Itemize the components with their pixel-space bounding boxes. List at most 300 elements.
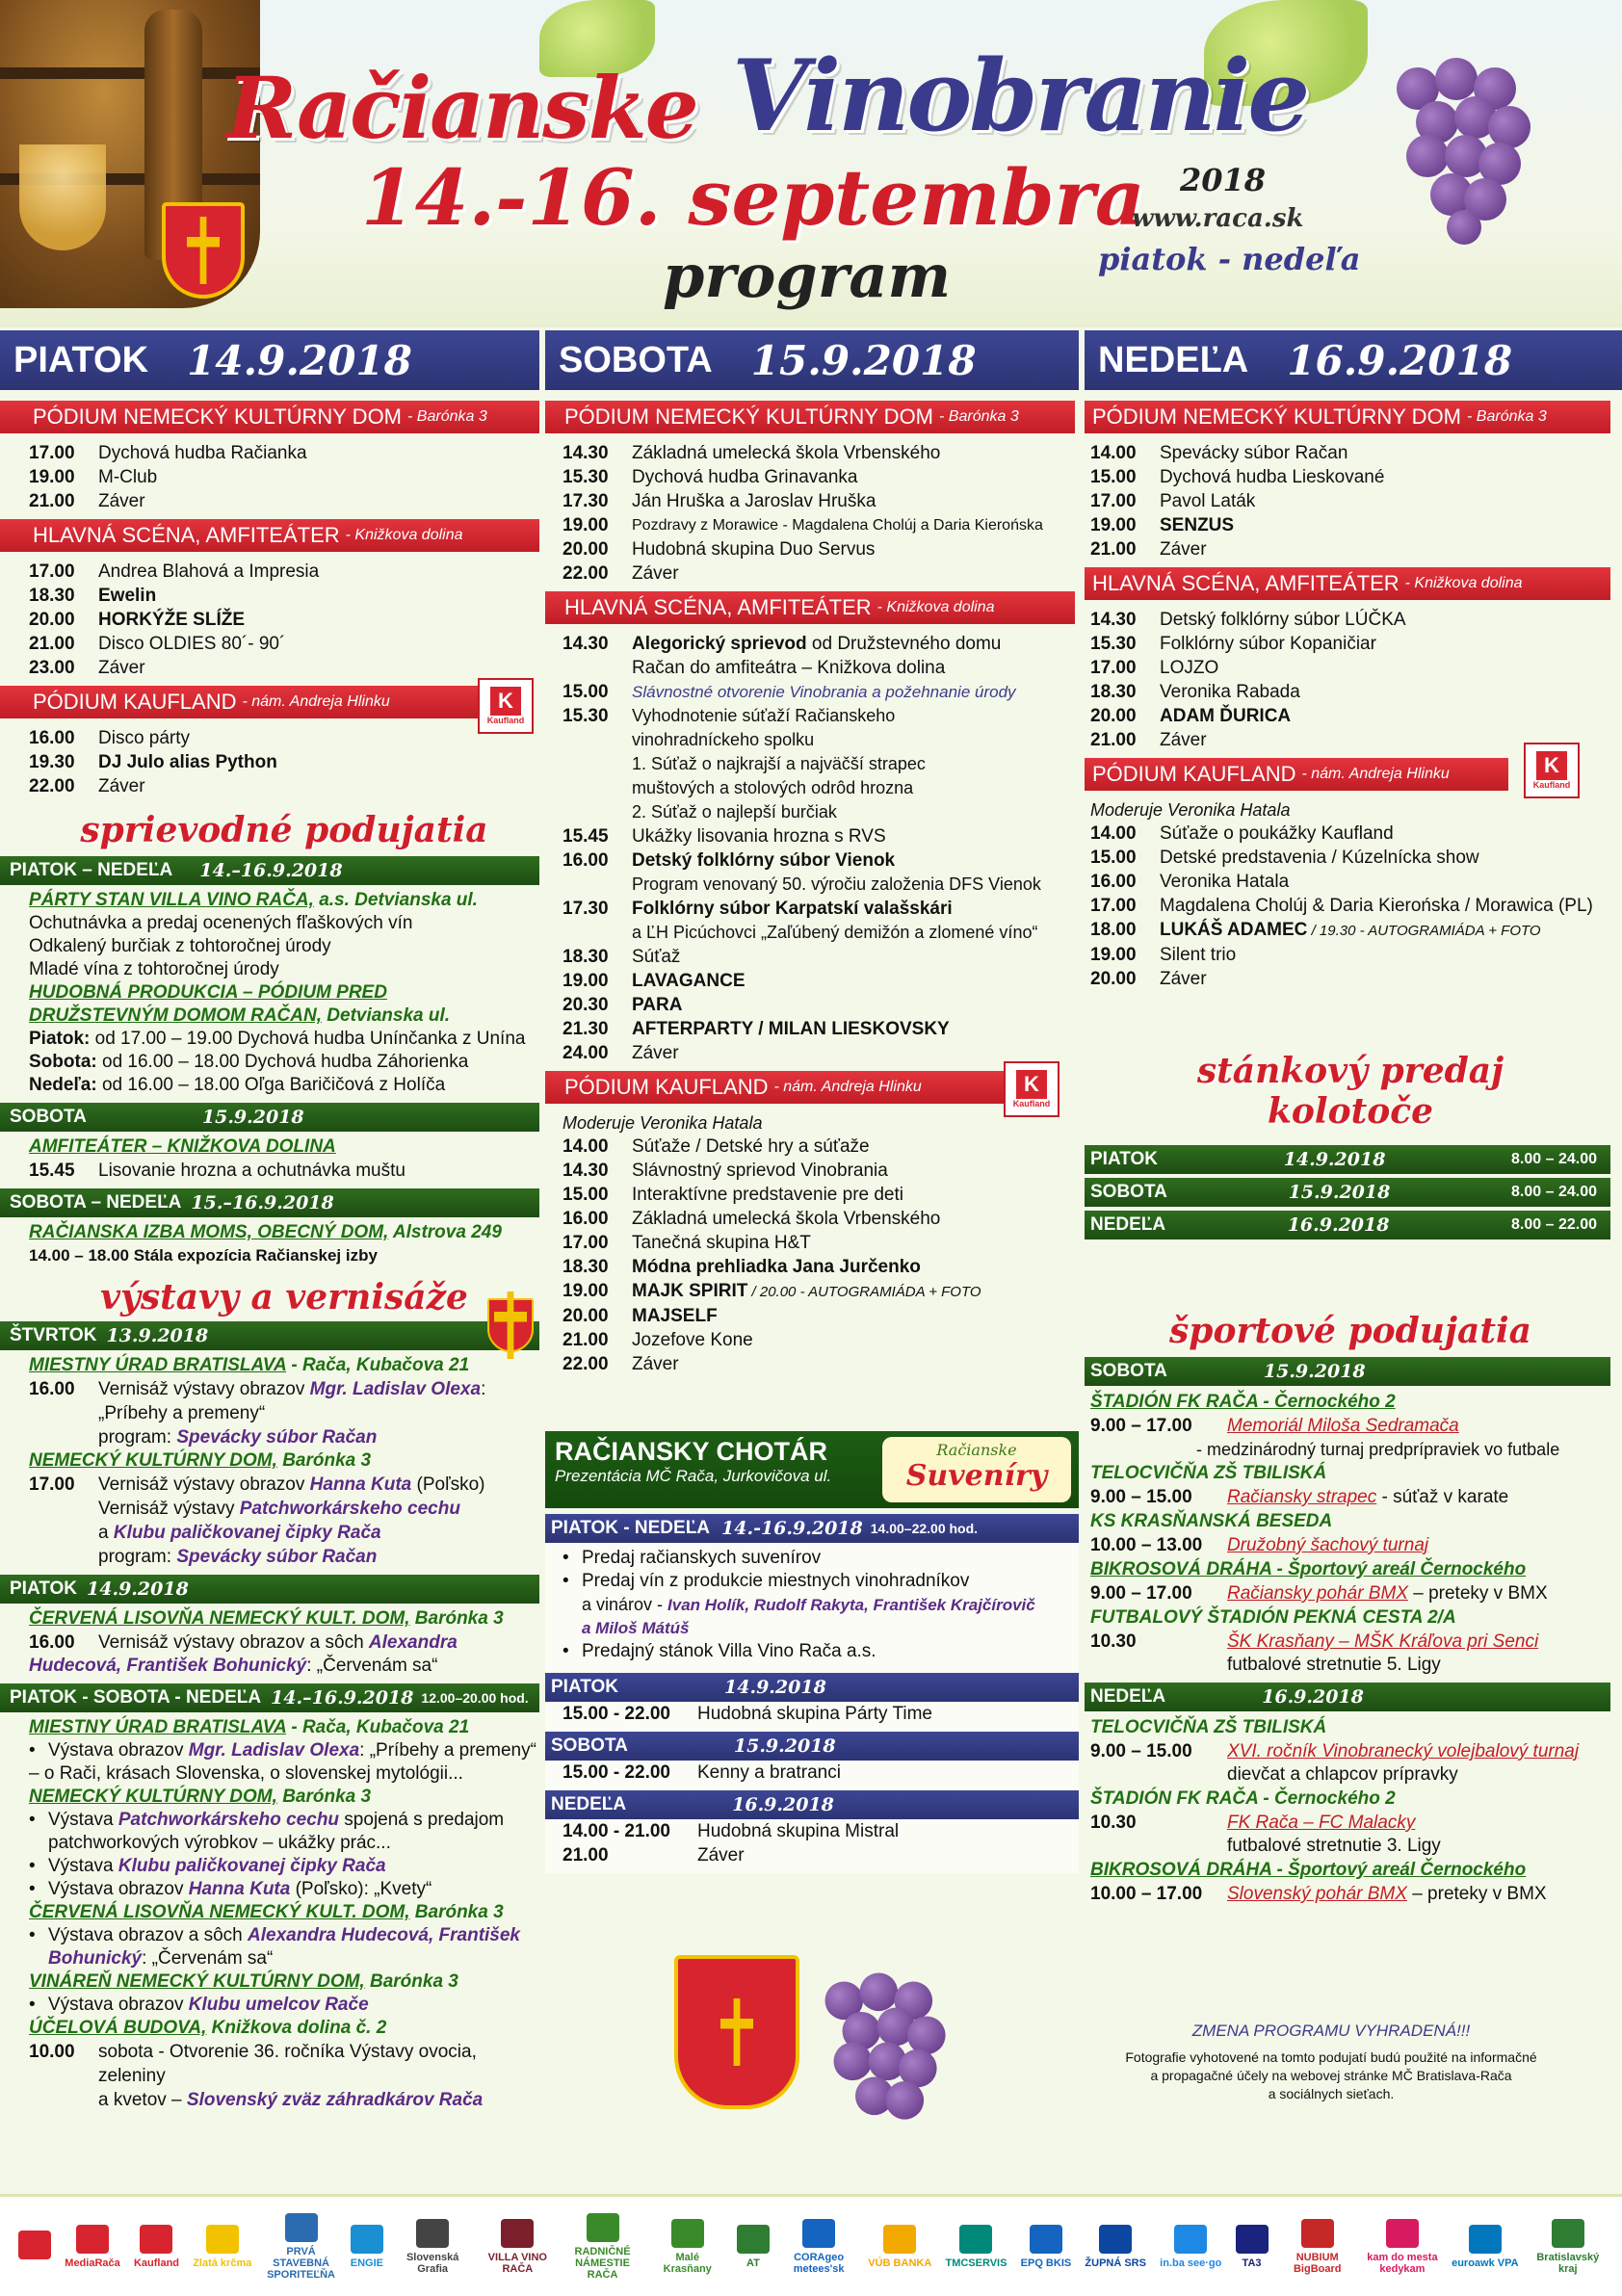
row-text: Veronika Hatala [1160,872,1290,892]
row-text: AFTERPARTY / MILAN LIESKOVSKY [632,1019,950,1039]
schedule-row [562,969,1075,993]
row-time: 17.00 [1090,896,1137,916]
prva-stavebna-icon [285,2213,318,2242]
row-text: program: [98,1547,177,1567]
bar-date: 13.9.2018 [106,1325,209,1346]
row-text: Vernisáž výstavy obrazov [98,1379,310,1399]
line-text: od 17.00 – 19.00 Dychová hudba Unínčanka z Unína [90,1029,526,1049]
line-text: od 16.00 – 18.00 Dychová hudba Záhorienka [96,1052,469,1072]
row-time: 22.00 [29,776,75,796]
row-time: 21.00 [29,634,75,654]
schedule-row [29,465,539,489]
kaufland-name: Kaufland [486,716,525,725]
photo-note [1090,2048,1572,2103]
row-text: Záver [697,1845,745,1866]
section-subtitle: - Knižkova dolina [1404,575,1523,591]
row-text: – preteky v BMX [1406,1884,1547,1904]
schedule-row [545,1761,1079,1785]
row-text: Dychová hudba Račianka [98,443,307,463]
row-text: : „Príbehy a premeny“ [359,1740,536,1761]
radnicne-namestie-icon [587,2213,619,2242]
stankovy-row [1085,1178,1610,1207]
schedule-list [29,441,539,513]
venue-link[interactable]: MIESTNY ÚRAD BRATISLAVA [29,1355,287,1375]
row-text: Detské predstavenia / Kúzelnícka show [1160,848,1479,868]
grape-mascot-icon [817,1956,947,2138]
bar-day: NEDEĽA [1090,1686,1166,1707]
schedule-list [562,1135,1075,1279]
row-text: Vyhodnotenie súťaží Račianskeho [632,706,896,725]
row-time: 24.00 [562,1043,609,1063]
venue-link[interactable]: BIKROSOVÁ DRÁHA - Športový areál Černockého [1090,1559,1527,1579]
row-text: 2. Súťaž o najlepší burčiak [632,802,837,822]
artist-name: Mgr. Ladislav Olexa [309,1379,482,1399]
row-text: Pozdravy z Morawice - Magdalena Cholúj a Daria Kierońska [632,517,1043,534]
venue-address: Barónka 3 [276,1787,372,1807]
grape-mascot-icon [1387,39,1531,241]
row-text: Hudobná skupina Párty Time [697,1704,932,1724]
row-text: Výstava obrazov a sôch [48,1925,248,1945]
artist-name: Klubu umelcov Rače [188,1995,369,2015]
section-header-kaufland [545,1071,1027,1104]
venue-link[interactable]: ÚČELOVÁ BUDOVA, [29,2018,207,2038]
schedule-row [1090,656,1610,680]
schedule-row [1090,846,1610,870]
row-time: 17.00 [29,561,75,582]
logo-label: TMCSERVIS [945,2257,1007,2269]
nubium-logo [1282,2219,1353,2275]
venue-link[interactable]: ČERVENÁ LISOVŇA NEMECKÝ KULT. DOM, [29,1608,410,1629]
row-time: 23.00 [29,658,75,678]
artist-name: Klubu paličkovanej čipky Rača [113,1523,381,1543]
row-text: Račan do amfiteátra – Knižkova dolina [632,658,946,678]
section-header-hlavna [1085,567,1610,600]
schedule-row [562,1041,1075,1065]
schedule-list [562,441,1075,586]
row-time: 14.30 [562,1161,609,1181]
venue-heading: TELOCVIČŇA ZŠ TBILISKÁ [1090,1463,1327,1483]
bar-extra: 14.00–22.00 hod. [870,1521,979,1536]
vystavy-title: výstavy a vernisáže [100,1277,468,1318]
event-name: Družobný šachový turnaj [1227,1535,1429,1555]
ta3-icon [1236,2225,1269,2254]
row-text: Záver [98,491,145,511]
section-subtitle: - Barónka 3 [407,408,487,425]
row-text: Záver [1160,730,1207,750]
row-time: 21.00 [29,491,75,511]
row-text: Mladé vína z tohtoročnej úrody [29,959,279,979]
schedule-row [562,513,1075,537]
bar-day: NEDEĽA [551,1794,627,1814]
row-text: muštových a stolových odrôd hrozna [632,778,914,797]
saturday-column [562,395,1075,1376]
row-text: Hudobná skupina Mistral [697,1821,900,1841]
row-text: Jozefove Kone [632,1330,753,1350]
row-text: LOJZO [1160,658,1219,678]
stankovy-title-line: kolotoče [1267,1091,1434,1132]
row-text: SENZUS [1160,515,1235,535]
row-text: od Družstevného domu [806,634,1002,654]
bar-day: PIATOK - NEDEĽA [551,1518,711,1538]
wine-glass-image [19,144,106,250]
column-header-friday [0,330,539,390]
column-date: 15.9.2018 [750,336,977,384]
section-title: PÓDIUM NEMECKÝ KULTÚRNY DOM [33,404,403,429]
section-subtitle: - nám. Andreja Hlinku [1301,766,1450,782]
bar-day: SOBOTA – NEDEĽA [10,1192,182,1213]
section-subtitle: - Barónka 3 [939,408,1019,425]
row-time: 21.00 [1090,539,1137,560]
title-year: 2018 [1180,162,1267,198]
venue-address: Barónka 3 [276,1450,372,1471]
bar-date: 15.9.2018 [1263,1361,1366,1382]
title-dates: 14.-16. septembra [361,152,1145,243]
row-text: LAVAGANCE [632,971,746,991]
row-time: 18.00 [1090,920,1137,940]
suveniry-logo-top: Račianske [936,1441,1017,1459]
artist-name: Slovenský zväz záhradkárov Rača [186,2090,484,2110]
row-text: ADAM ĎURICA [1160,706,1292,726]
row-text: Výstava [48,1810,118,1830]
schedule-row [29,584,539,608]
row-time: 9.00 – 15.00 [1090,1741,1192,1761]
photo-note-line: Fotografie vyhotovené na tomto podujatí budú použité na informačné [1125,2049,1537,2065]
row-text: Silent trio [1160,945,1237,965]
kaufland-mark: K [1016,1070,1047,1099]
row-time: 20.00 [29,610,75,630]
bar-day: NEDEĽA [1090,1214,1166,1235]
schedule-row [562,1017,1075,1041]
male-krasnany-icon [671,2219,704,2248]
line-day: Nedeľa: [29,1075,97,1095]
row-text: Predajný stánok Villa Vino Rača a.s. [582,1641,876,1661]
schedule-row [1090,870,1610,894]
moderator-text: Moderuje Veronika Hatala [562,1113,763,1133]
venue-link[interactable]: VINÁREŇ NEMECKÝ KULTÚRNY DOM, [29,1971,365,1992]
moderator-text: Moderuje Veronika Hatala [1090,800,1291,820]
venue-address: Alstrova 249 [388,1222,502,1242]
row-text: DJ Julo alias Python [98,752,277,772]
schedule-row [1090,967,1610,991]
schedule-row [29,489,539,513]
row-time: 15.45 [562,826,609,847]
raca-crest-icon [162,202,245,299]
schedule-row [562,1135,1075,1159]
raca-crest-icon [674,1955,799,2109]
venue-address: Barónka 3 [409,1902,504,1922]
venue-link[interactable]: ČERVENÁ LISOVŇA NEMECKÝ KULT. DOM, [29,1902,410,1922]
row-time: 15.00 [562,1185,609,1205]
artist-name: Hudecová, František Bohunický [29,1656,307,1676]
row-text: Andrea Blahová a Impresia [98,561,320,582]
bar-day: SOBOTA [1090,1182,1167,1202]
schedule-row [562,1279,1075,1304]
row-time: 14.30 [562,443,609,463]
row-text: Lisovanie hrozna a ochutnávka muštu [98,1161,406,1181]
row-time: 19.00 [562,971,609,991]
row-text: Program venovaný 50. výročiu založenia DFS Vienok [632,874,1041,894]
bratislavsky-kraj-icon [1552,2219,1584,2248]
schedule-list [1090,943,1610,991]
venue-link[interactable]: ŠTADIÓN FK RAČA - Černockého 2 [1090,1392,1396,1412]
row-time: 18.30 [562,1257,609,1277]
venue-link[interactable]: MIESTNY ÚRAD BRATISLAVA [29,1717,287,1737]
row-text: : [481,1379,486,1399]
row-time: 17.00 [1090,491,1137,511]
row-text: - medzinárodný turnaj predprípraviek vo futbale [1196,1440,1560,1459]
section-subtitle: - Knižkova dolina [876,599,995,615]
column-day: SOBOTA [559,339,713,380]
column-date: 16.9.2018 [1287,336,1513,384]
venue-link[interactable]: BIKROSOVÁ DRÁHA - Športový areál Černockého [1090,1860,1527,1880]
winemaker-names: a Miloš Mátúš [582,1619,690,1637]
row-text: vinohradníckeho spolku [632,730,815,749]
schedule-row [1090,465,1610,489]
artist-name: Alexandra Hudecová, František [248,1925,520,1945]
title-vinobranie: Vinobranie [732,39,1308,154]
bar-day: PIATOK - SOBOTA - NEDEĽA [10,1687,262,1708]
section-header-hlavna [0,519,539,552]
row-text: Vernisáž výstavy obrazov a sôch [98,1632,369,1653]
bullet-item: • Predaj račianskych suvenírov [562,1548,822,1568]
bar-date: 15.9.2018 [201,1107,304,1128]
logo-label: ŽUPNÁ SRS [1085,2257,1146,2269]
row-time: 21.00 [562,1845,609,1866]
row-text: Súťaže o poukážky Kaufland [1160,823,1394,844]
schedule-row [562,897,1075,945]
bratislavsky-kraj-logo [1532,2219,1604,2275]
schedule-row [562,489,1075,513]
row-time: 22.00 [562,1354,609,1374]
row-time: 17.00 [1090,658,1137,678]
row-time: 19.00 [562,1281,609,1301]
schedule-row [29,1159,539,1183]
schedule-list [562,1304,1075,1376]
venue-link[interactable]: PÁRTY STAN VILLA VINO RAČA, [29,890,314,910]
bar-date: 15.–16.9.2018 [191,1192,334,1213]
row-time: 9.00 – 15.00 [1090,1487,1192,1507]
kaufland-logo-icon [1524,743,1580,798]
section-title: PÓDIUM KAUFLAND [1092,762,1296,786]
vub-banka-logo [868,2225,931,2269]
artist-name: Hanna Kuta [188,1879,291,1899]
bar-date: 15.9.2018 [733,1735,836,1757]
stankovy-table [1085,1145,1610,1239]
row-text: Ján Hruška a Jaroslav Hruška [632,491,876,511]
schedule-row [29,750,539,774]
venue-heading: FUTBALOVÝ ŠTADIÓN PEKNÁ CESTA 2/A [1090,1607,1456,1628]
logo-label: AT [746,2257,760,2269]
schedule-row [1090,1534,1610,1557]
villa-vino-raca-logo [482,2219,553,2275]
friday-column [10,395,539,2112]
row-text: Záver [632,1043,679,1063]
row-note: / 19.30 - AUTOGRAMIÁDA + FOTO [1307,923,1541,939]
schedule-row [562,848,1075,897]
row-text: program: [98,1427,177,1448]
row-text: Ochutnávka a predaj ocenených fľaškových vín [29,913,413,933]
venue-link[interactable]: AMFITEÁTER – KNIŽKOVA DOLINA [29,1136,336,1157]
row-text: Slávnostný sprievod Vinobrania [632,1161,888,1181]
row-text: futbalové stretnutie 5. Ligy [1227,1655,1441,1675]
schedule-row [562,993,1075,1017]
venue-link[interactable]: RAČIANSKA IZBA MOMS, OBECNÝ DOM, [29,1222,389,1242]
section-subtitle: - Knižkova dolina [345,527,463,543]
logo-label: RADNIČNÉ NÁMESTIE RAČA [574,2245,631,2281]
schedule-row [562,680,1075,704]
date-bar [545,1673,1079,1702]
prva-stavebna-logo [266,2213,337,2281]
tmc-servis-logo [945,2225,1007,2269]
sunday-column [1090,395,1610,2103]
row-time: 14.00 [562,1136,609,1157]
row-text: (Poľsko) [411,1474,485,1495]
row-text: HORKÝŽE SLÍŽE [98,610,246,630]
chotar-box [545,1431,1079,1873]
title-web: www.raca.sk [1132,204,1304,233]
bar-day: SOBOTA [1090,1361,1167,1381]
stankovy-title-line: stánkový predaj [1196,1051,1504,1091]
row-time: 20.00 [562,539,609,560]
title-racianske: Račianske [226,58,697,158]
chotar-title: RAČIANSKY CHOTÁR [555,1437,828,1466]
schedule-row [29,726,539,750]
row-time: 19.00 [1090,945,1137,965]
media-raca-icon [76,2225,109,2254]
row-time: 20.00 [1090,706,1137,726]
kaufland-icon [140,2225,172,2254]
chotar-header [545,1431,1079,1508]
hudobna-lines [29,1028,539,1097]
row-text: a ĽH Picúchovci „Zaľúbený demižón a zlomené víno“ [632,923,1038,942]
ta3-logo [1236,2225,1269,2269]
schedule-row [562,1159,1075,1183]
venue-link[interactable]: HUDOBNÁ PRODUKCIA – PÓDIUM PRED [29,982,387,1003]
row-text: Výstava [48,1856,118,1876]
logo-label: ENGIE [350,2257,383,2269]
section-header-kaufland [0,686,501,718]
suveniry-logo [882,1437,1071,1502]
artist-name: Alexandra [368,1632,458,1653]
date-bar [545,1732,1079,1761]
schedule-row [1090,537,1610,561]
row-time: 18.30 [29,586,75,606]
schedule-line [29,1074,539,1097]
row-text: Základná umelecká škola Vrbenského [632,443,941,463]
schedule-row [1090,1582,1610,1605]
row-text: Dychová hudba Grinavanka [632,467,858,487]
venue-link[interactable]: DRUŽSTEVNÝM DOMOM RAČAN, [29,1005,322,1026]
bar-day: SOBOTA [10,1107,87,1127]
suveniry-logo-main: Suveníry [905,1459,1048,1493]
row-time: 14.30 [1090,610,1137,630]
venue-link[interactable]: NEMECKÝ KULTÚRNY DOM, [29,1787,277,1807]
row-note: / 20.00 - AUTOGRAMIÁDA + FOTO [747,1284,981,1300]
row-text: M-Club [98,467,158,487]
schedule-row [562,1231,1075,1255]
row-time: 17.00 [562,1233,609,1253]
schedule-row [29,608,539,632]
kaufland-logo-icon [478,678,534,734]
row-time: 10.00 – 13.00 [1090,1535,1203,1555]
date-bar [545,1790,1079,1819]
row-time: 20.30 [562,995,609,1015]
row-text: PARA [632,995,683,1015]
section-title: HLAVNÁ SCÉNA, AMFITEÁTER [33,523,340,547]
row-text: Tanečná skupina H&T [632,1233,811,1253]
schedule-row [562,537,1075,561]
zlata-krcma-logo [193,2225,251,2269]
kam-do-mesta-logo [1367,2219,1438,2275]
logo-label: euroawk VPA [1452,2257,1519,2269]
zlata-krcma-icon [206,2225,239,2254]
row-time: 22.00 [562,563,609,584]
schedule-row [562,824,1075,848]
bullet-item: • Predajný stánok Villa Vino Rača a.s. [562,1641,876,1661]
schedule-row [1090,1812,1610,1858]
zupna-icon [1099,2225,1132,2254]
schedule-row [562,1328,1075,1352]
row-text: patchworkových výrobkov – ukážky prác... [48,1833,391,1853]
sprievodne-title: sprievodné podujatia [80,810,488,850]
bar-date: 14.9.2018 [87,1578,189,1600]
event-name: Račiansky pohár BMX [1227,1583,1408,1604]
date-bar [0,1188,539,1217]
notes-block [1090,2022,1572,2103]
date-bar [0,1103,539,1132]
row-time: 16.00 [29,728,75,748]
artist-name: Patchworkárskeho cechu [118,1810,340,1830]
schedule-row [29,2040,539,2112]
logo-label: kam do mesta kedykam [1367,2251,1438,2275]
schedule-row [1090,1883,1610,1906]
row-text: „Príbehy a premeny“ [98,1403,266,1423]
column-header-saturday [545,330,1079,390]
column-day: PIATOK [13,339,149,380]
schedule-row [1090,918,1610,943]
schedule-row [1090,704,1610,728]
section-title: PÓDIUM NEMECKÝ KULTÚRNY DOM [1092,404,1462,429]
schedule-row [1090,822,1610,846]
schedule-row [29,441,539,465]
date-bar [545,1514,1079,1543]
engie-icon [351,2225,383,2254]
bar-date: 14.–16.9.2018 [199,860,343,881]
schedule-row [1090,1631,1610,1677]
schedule-row [1090,513,1610,537]
photo-note-line: a sociálnych sieťach. [1268,2086,1395,2101]
venue-link[interactable]: NEMECKÝ KULTÚRNY DOM, [29,1450,277,1471]
row-time: 18.30 [562,947,609,967]
row-text: Predaj račianskych suvenírov [582,1548,822,1568]
artist-name: Mgr. Ladislav Olexa [188,1740,360,1761]
schedule-row [29,632,539,656]
schedule-row [29,656,539,680]
date-bar [1085,1683,1610,1711]
row-text: sobota - Otvorenie 36. ročníka Výstavy ovocia, zeleniny [98,2042,477,2086]
row-text: (Poľsko): „Kvety“ [290,1879,432,1899]
venue-address: a.s. Detvianska ul. [313,890,478,910]
row-time: 17.30 [562,899,609,919]
bullet-item: • Výstava obrazov Klubu umelcov Rače [29,1995,369,2015]
row-text: 1. Súťaž o najkrajší a najväčší strapec [632,754,926,773]
schedule-row [1090,680,1610,704]
row-text: spojená s predajom [339,1810,505,1830]
schedule-row [545,1702,1079,1726]
row-time: 15.30 [562,706,609,726]
row-text: Súťaže / Detské hry a súťaže [632,1136,870,1157]
row-text: futbalové stretnutie 3. Ligy [1227,1836,1441,1856]
